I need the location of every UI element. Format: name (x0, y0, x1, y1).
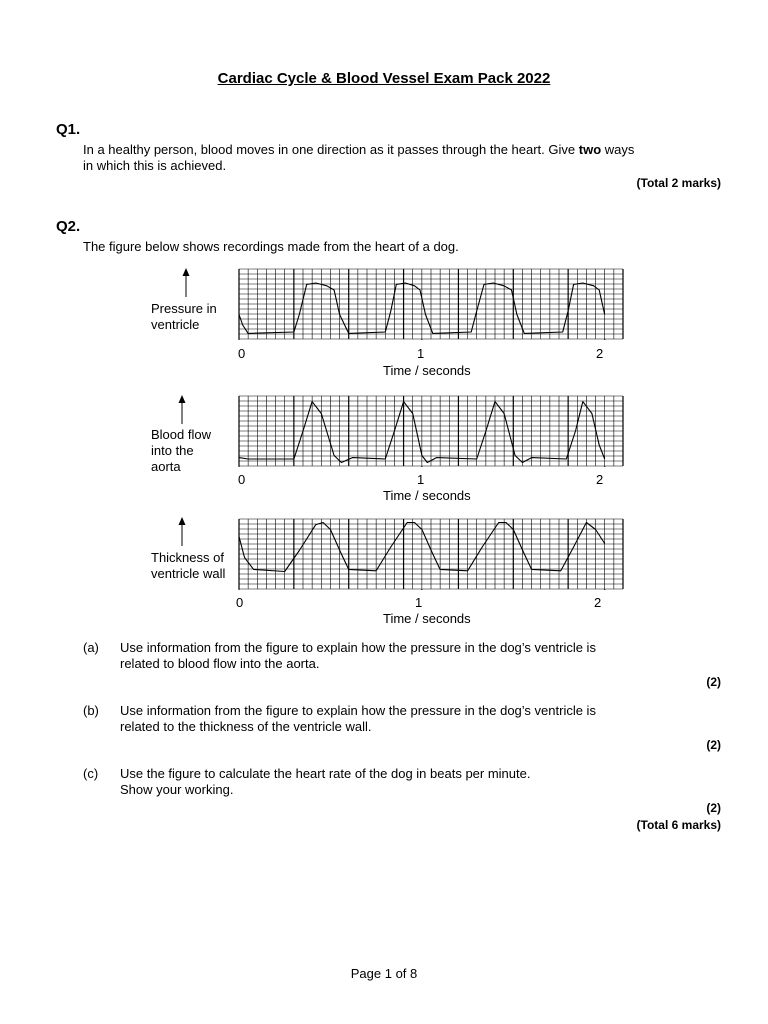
graph-2-tick-2: 2 (596, 472, 604, 487)
graph-3-tick-1: 1 (415, 595, 423, 610)
graph-2-ylabel-line: into the (151, 443, 194, 458)
part-b-marks: (2) (706, 738, 721, 752)
q2-total-marks: (Total 6 marks) (636, 818, 721, 832)
q1-label: Q1. (56, 121, 81, 138)
part-c-line2: Show your working. (120, 782, 234, 797)
q1-text-line2: in which this is achieved. (83, 158, 227, 173)
graph-1-ylabel-line: ventricle (151, 317, 200, 332)
graph-1-tick-2: 2 (596, 346, 604, 361)
arrow-up-icon (177, 517, 187, 552)
part-a-line2: related to blood flow into the aorta. (120, 656, 320, 671)
part-c-text (120, 766, 680, 798)
part-b-line2: related to the thickness of the ventricle wall. (120, 719, 372, 734)
q2-intro: The figure below shows recordings made from the heart of a dog. (83, 239, 459, 254)
graph-1-tick-1: 1 (417, 346, 425, 361)
graph-3-ylabel-line: ventricle wall (151, 566, 226, 581)
part-a-text (120, 640, 680, 672)
graph-1-xlabel: Time / seconds (383, 363, 471, 378)
graph-thickness-of-ventricle-wall (238, 518, 624, 590)
part-c-marks: (2) (706, 801, 721, 815)
graph-2-ylabel-line: Blood flow (151, 427, 211, 442)
arrow-up-icon (177, 395, 187, 430)
q1-text-part2: ways (601, 142, 635, 157)
graph-3-ylabel (151, 550, 225, 582)
graph-pressure-in-ventricle (238, 268, 624, 340)
graph-2-tick-0: 0 (238, 472, 246, 487)
graph-1-tick-0: 0 (238, 346, 246, 361)
part-a-marks: (2) (706, 675, 721, 689)
graph-3-ylabel-line: Thickness of (151, 550, 224, 565)
q1-bold-word: two (578, 142, 602, 157)
graph-2-ylabel (151, 427, 211, 475)
q1-text (83, 142, 703, 174)
q1-total-marks: (Total 2 marks) (636, 176, 721, 190)
part-a-line1: Use information from the figure to explain how the pressure in the dog’s ventricle is (120, 640, 596, 655)
part-b-text (120, 703, 680, 735)
page-number: Page 1 of 8 (350, 966, 418, 981)
arrow-up-icon (181, 268, 191, 303)
q1-text-part1: In a healthy person, blood moves in one direction as it passes through the heart. Give (83, 142, 579, 157)
part-c-line1: Use the figure to calculate the heart rate of the dog in beats per minute. (120, 766, 531, 781)
graph-3-xlabel: Time / seconds (383, 611, 471, 626)
page-title: Cardiac Cycle & Blood Vessel Exam Pack 2022 (217, 70, 551, 87)
graph-3-tick-0: 0 (236, 595, 244, 610)
part-a-label: (a) (83, 640, 99, 655)
graph-2-xlabel: Time / seconds (383, 488, 471, 503)
graph-2-tick-1: 1 (417, 472, 425, 487)
graph-3-tick-2: 2 (594, 595, 602, 610)
part-c-label: (c) (83, 766, 99, 781)
graph-blood-flow-into-aorta (238, 395, 624, 467)
part-b-label: (b) (83, 703, 99, 718)
part-b-line1: Use information from the figure to explain how the pressure in the dog’s ventricle is (120, 703, 596, 718)
graph-1-ylabel (151, 301, 217, 333)
graph-1-ylabel-line: Pressure in (151, 301, 217, 316)
graph-2-ylabel-line: aorta (151, 459, 181, 474)
q2-label: Q2. (56, 218, 81, 235)
